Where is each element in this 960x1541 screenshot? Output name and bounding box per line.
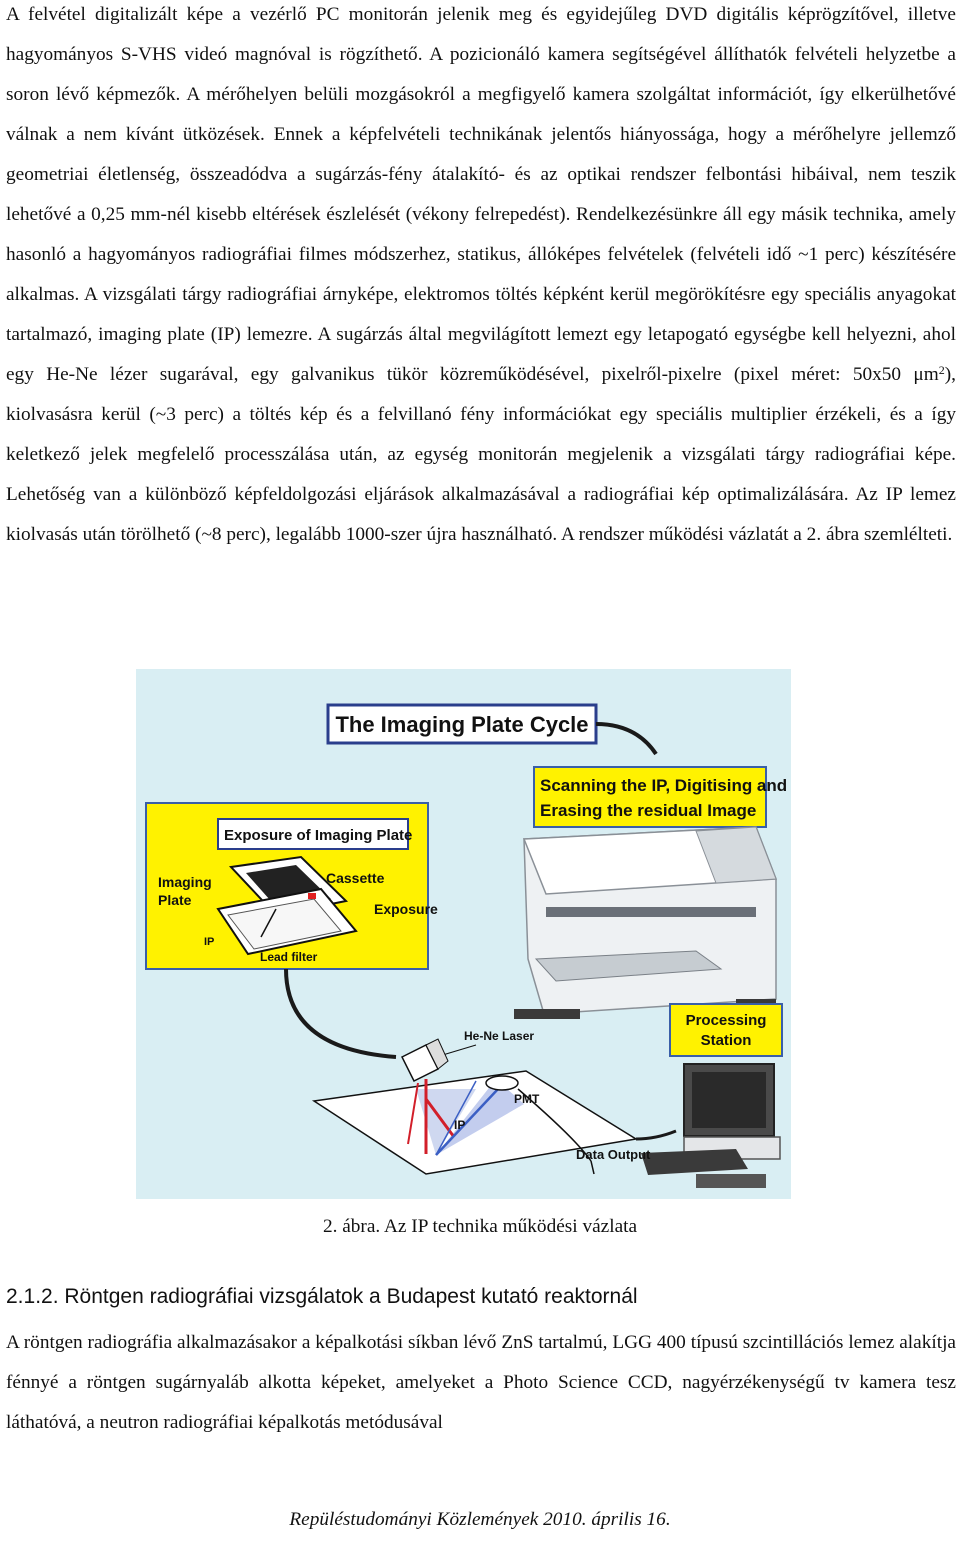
- section-heading: 2.1.2. Röntgen radiográfiai vizsgálatok a Budapest kutató reaktornál: [6, 1285, 638, 1308]
- cassette-label: Cassette: [326, 870, 385, 886]
- scanning-label-line2: Erasing the residual Image: [540, 801, 757, 820]
- paragraph-text-part2: ), kiolvasásra kerül (~3 perc) a töltés kép és a felvillanó fény információkat egy speciális multiplier érzékeli, és a így keletkező jelek megfelelő processzálása után, az egység monitorán megjelenik a vizsgálati tárgy radiográfiai képe. Lehetőség van a különböző képfeldolgozási eljárások alkalmazásával a radiográfiai kép optimalizálására. Az IP lemez kiolvasás után törölhető (~8 perc), legalább 1000-szer újra használható. A rendszer működési vázlatát a 2. ábra szemlélteti.: [6, 364, 956, 545]
- laser-label: He-Ne Laser: [464, 1029, 535, 1043]
- paragraph-text-part1: A felvétel digitalizált képe a vezérlő PC monitorán jelenik meg és egyidejűleg DVD digitális képrögzítővel, illetve hagyományos S-VHS videó magnóval is rögzíthető. A pozicionáló kamera segítségével állíthatók felvételi helyzetbe a soron lévő képmezők. A mérőhelyen belüli mozgásokról a megfigyelő kamera szolgáltat információt, így elkerülhetővé válnak a nem kívánt ütközések. Ennek a képfelvételi technikának jelentős hiányossága, hogy a mérőhelyre jellemző geometriai életlenség, összeadódva a sugárzás-fény átalakító- és az optikai rendszer felbontási hibáival, nem teszik lehetővé a 0,25 mm-nél kisebb eltérések észlelését (vékony felrepedést). Rendelkezésünkre áll egy másik technika, amely hasonló a hagyományos radiográfiai filmes módszerhez, statikus, állóképes felvételek (felvételi idő ~1 perc) készítésére alkalmas. A vizsgálati tárgy radiográfiai árnyképe, elektromos töltés képként kerül megörökítésre egy speciális anyagokat tartalmazó, imaging plate (IP) lemezre. A sugárzás által megvilágított lemezt egy letapogató egységbe kell helyezni, ahol egy He-Ne lézer sugarával, egy galvanikus tükör közreműködésével, pixelről-pixelre (pixel méret: 50x50 μm: [6, 4, 956, 385]
- paragraph-xray-radiography: [6, 1323, 956, 1443]
- processing-label-line1: Processing: [685, 1012, 767, 1029]
- paragraph-text: A röntgen radiográfia alkalmazásakor a képalkotási síkban lévő ZnS tartalmú, LGG 400 típusú szcintillációs lemez alakítja fénnyé a röntgen sugárnyaláb alkotta képeket, amelyeket a Photo Science CCD, nagyérzékenységű tv kamera tesz láthatóvá, a neutron radiográfiai képalkotás metódusával: [6, 1332, 956, 1433]
- ip-label-small: IP: [204, 936, 215, 948]
- exposure-title: Exposure of Imaging Plate: [224, 827, 413, 844]
- superscript-squared: 2: [938, 363, 945, 377]
- scanning-label-line1: Scanning the IP, Digitising and: [540, 776, 788, 795]
- processing-label-line2: Station: [700, 1032, 752, 1049]
- ip-plate-label: IP: [454, 1118, 466, 1132]
- figure-caption: 2. ábra. Az IP technika működési vázlata: [322, 1216, 638, 1237]
- exposure-label: Exposure: [374, 901, 438, 917]
- lead-filter-label: Lead filter: [260, 950, 318, 964]
- figure-title: The Imaging Plate Cycle: [335, 712, 589, 737]
- data-output-label: Data Output: [576, 1147, 651, 1162]
- pmt-label: PMT: [514, 1092, 540, 1106]
- imaging-plate-cycle-figure: [136, 669, 791, 1199]
- imaging-plate-label-line1: Imaging: [158, 874, 212, 890]
- page-footer: Repüléstudományi Közlemények 2010. április 16.: [289, 1509, 671, 1530]
- scanner-machine: [514, 827, 776, 1019]
- imaging-plate-label-line2: Plate: [158, 892, 192, 908]
- paragraph-ip-technique: [6, 0, 956, 555]
